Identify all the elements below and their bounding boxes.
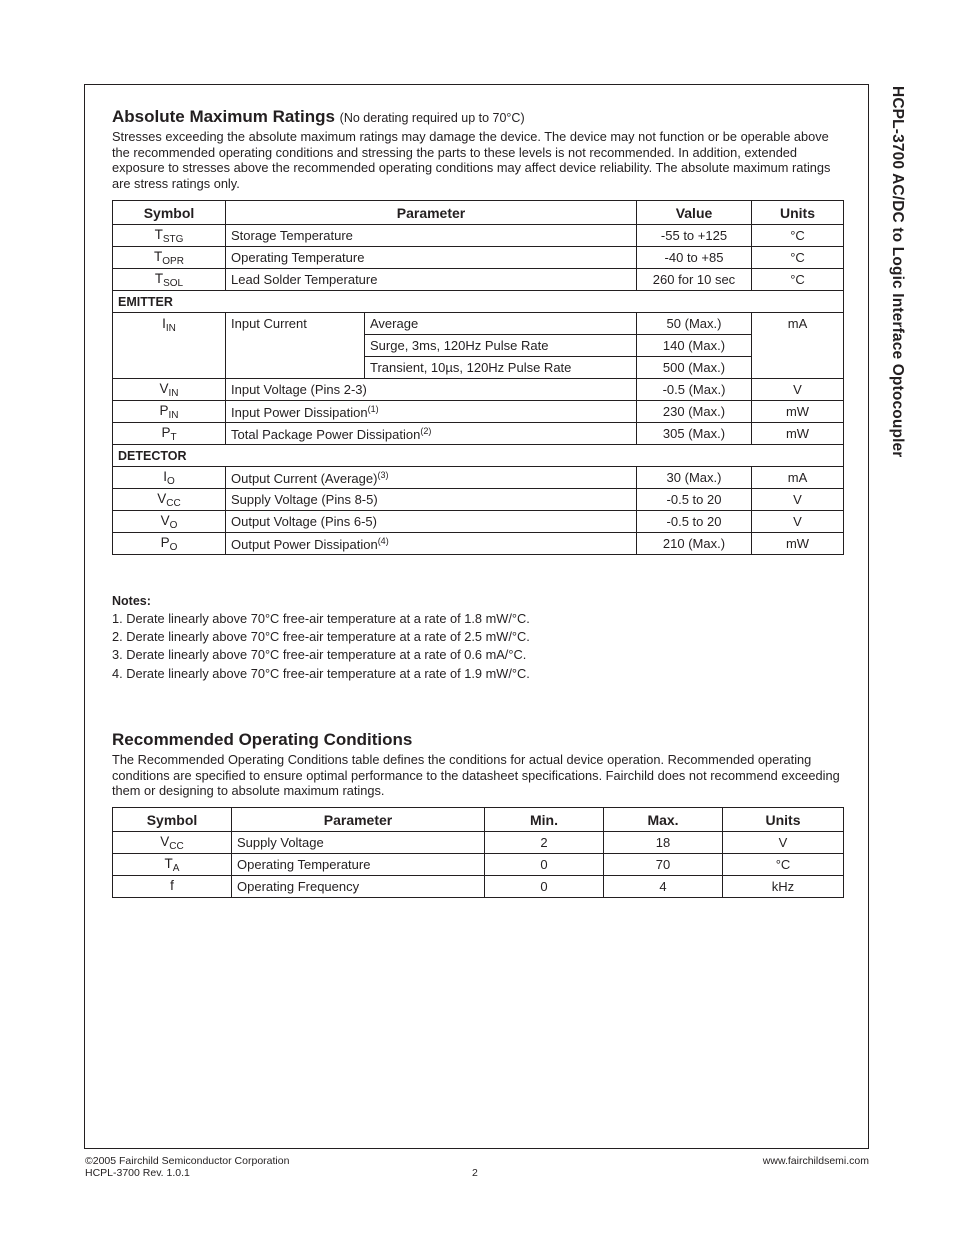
header-parameter: Parameter: [226, 201, 637, 225]
footer-website: www.fairchildsemi.com: [762, 1155, 869, 1167]
emitter-label: EMITTER: [113, 291, 844, 313]
parameter-cell: Operating Temperature: [226, 247, 637, 269]
value-cell: 260 for 10 sec: [637, 269, 752, 291]
header-min: Min.: [485, 808, 604, 832]
table-row: [113, 489, 844, 511]
symbol-cell: $V_{IN}$: [113, 379, 226, 401]
parameter-cell: Input Voltage (Pins 2-3): [226, 379, 637, 401]
symbol-cell: f: [113, 876, 232, 898]
symbol-cell: $V_O$: [113, 511, 226, 533]
table-row: [113, 269, 844, 291]
footer-revision: HCPL-3700 Rev. 1.0.1: [85, 1167, 190, 1179]
value-cell: 30 (Max.): [637, 467, 752, 489]
units-cell: mW: [752, 423, 844, 445]
symbol-cell: $I_{IN}$: [113, 313, 226, 379]
value-cell: -0.5 (Max.): [637, 379, 752, 401]
parameter-cell: Output Power Dissipation$^{(4)}$: [226, 533, 637, 555]
units-cell: mW: [752, 533, 844, 555]
units-cell: °C: [752, 269, 844, 291]
footer-copyright: ©2005 Fairchild Semiconductor Corporation: [85, 1155, 290, 1167]
max-cell: 4: [604, 876, 723, 898]
units-cell: V: [752, 511, 844, 533]
value-cell: 305 (Max.): [637, 423, 752, 445]
table-row: [113, 313, 844, 335]
symbol-cell: $P_T$: [113, 423, 226, 445]
detector-label: DETECTOR: [113, 445, 844, 467]
header-symbol: Symbol: [113, 201, 226, 225]
units-cell: kHz: [723, 876, 844, 898]
header-symbol: Symbol: [113, 808, 232, 832]
units-cell: V: [752, 379, 844, 401]
table-row: [113, 467, 844, 489]
max-cell: 70: [604, 854, 723, 876]
value-cell: -55 to +125: [637, 225, 752, 247]
abs-max-title: Absolute Maximum Ratings: [112, 107, 335, 126]
symbol-cell: $T_A$: [113, 854, 232, 876]
value-cell: -0.5 to 20: [637, 511, 752, 533]
table-row: [113, 832, 844, 854]
notes-title: Notes:: [112, 594, 151, 608]
value-cell: 50 (Max.): [637, 313, 752, 335]
value-cell: 140 (Max.): [637, 335, 752, 357]
value-cell: 230 (Max.): [637, 401, 752, 423]
parameter-cell: Input Power Dissipation$^{(1)}$: [226, 401, 637, 423]
min-cell: 0: [485, 876, 604, 898]
condition-cell: Average: [365, 313, 637, 335]
value-cell: -40 to +85: [637, 247, 752, 269]
parameter-cell: Operating Temperature: [232, 854, 485, 876]
units-cell: °C: [752, 225, 844, 247]
notes-section: [112, 594, 812, 683]
table-row: [113, 379, 844, 401]
symbol-cell: $T_{STG}$: [113, 225, 226, 247]
abs-max-table: [112, 200, 844, 555]
table-row: [113, 225, 844, 247]
min-cell: 2: [485, 832, 604, 854]
units-cell: mA: [752, 467, 844, 489]
abs-max-heading: [112, 107, 844, 127]
units-cell: mW: [752, 401, 844, 423]
rec-op-table-wrap: [112, 807, 844, 898]
table-row: [113, 423, 844, 445]
footer-page-number: 2: [472, 1167, 478, 1179]
header-units: Units: [752, 201, 844, 225]
header-units: Units: [723, 808, 844, 832]
table-header-row: [113, 201, 844, 225]
rec-op-title: Recommended Operating Conditions: [112, 730, 413, 749]
parameter-cell: Supply Voltage: [232, 832, 485, 854]
symbol-cell: $T_{SOL}$: [113, 269, 226, 291]
footer-left: [85, 1155, 289, 1179]
table-row: [113, 247, 844, 269]
parameter-cell: Output Voltage (Pins 6-5): [226, 511, 637, 533]
table-row: [113, 854, 844, 876]
parameter-cell: Output Current (Average)$^{(3)}$: [226, 467, 637, 489]
emitter-group-row: [113, 291, 844, 313]
table-row: [113, 401, 844, 423]
condition-cell: Surge, 3ms, 120Hz Pulse Rate: [365, 335, 637, 357]
symbol-cell: $V_{CC}$: [113, 489, 226, 511]
condition-cell: Transient, 10µs, 120Hz Pulse Rate: [365, 357, 637, 379]
symbol-cell: $T_{OPR}$: [113, 247, 226, 269]
note-item: 3. Derate linearly above 70°C free-air temperature at a rate of 0.6 mA/°C.: [112, 647, 527, 663]
header-parameter: Parameter: [232, 808, 485, 832]
parameter-cell: Operating Frequency: [232, 876, 485, 898]
abs-max-subtitle: (No derating required up to 70°C): [339, 111, 525, 125]
rec-op-table: [112, 807, 844, 898]
parameter-cell: Supply Voltage (Pins 8-5): [226, 489, 637, 511]
min-cell: 0: [485, 854, 604, 876]
parameter-cell: Lead Solder Temperature: [226, 269, 637, 291]
note-item: 1. Derate linearly above 70°C free-air temperature at a rate of 1.8 mW/°C.: [112, 611, 530, 626]
table-row: [113, 511, 844, 533]
parameter-cell: Input Current: [226, 313, 365, 379]
symbol-cell: $P_O$: [113, 533, 226, 555]
table-row: [113, 533, 844, 555]
detector-group-row: [113, 445, 844, 467]
table-row: [113, 876, 844, 898]
side-title-text: HCPL-3700 AC/DC to Logic Interface Optocoupler: [889, 86, 906, 458]
value-cell: -0.5 to 20: [637, 489, 752, 511]
symbol-cell: $I_O$: [113, 467, 226, 489]
parameter-cell: Total Package Power Dissipation$^{(2)}$: [226, 423, 637, 445]
note-item: 4. Derate linearly above 70°C free-air temperature at a rate of 1.9 mW/°C.: [112, 665, 530, 681]
units-cell: V: [723, 832, 844, 854]
value-cell: 500 (Max.): [637, 357, 752, 379]
symbol-cell: $V_{CC}$: [113, 832, 232, 854]
parameter-cell: Storage Temperature: [226, 225, 637, 247]
symbol-cell: $P_{IN}$: [113, 401, 226, 423]
note-item: 2. Derate linearly above 70°C free-air temperature at a rate of 2.5 mW/°C.: [112, 629, 530, 645]
abs-max-description: Stresses exceeding the absolute maximum ratings may damage the device. The device may not function or be operable above the recommended operating conditions and stressing the parts to these levels is not recommended. In addition, extended exposure to stresses above the recommended operating conditions may affect device reliability. The absolute maximum ratings are stress ratings only.: [112, 129, 831, 191]
header-max: Max.: [604, 808, 723, 832]
abs-max-section: [112, 107, 844, 191]
units-cell: °C: [752, 247, 844, 269]
units-cell: mA: [752, 313, 844, 379]
units-cell: V: [752, 489, 844, 511]
units-cell: °C: [723, 854, 844, 876]
side-title: [888, 86, 908, 546]
table-header-row: [113, 808, 844, 832]
rec-op-description: The Recommended Operating Conditions table defines the conditions for actual device operation. Recommended operating conditions are specified to ensure optimal performance to the datasheet specifications. Fairchild does not recommend exceeding them or designing to absolute maximum ratings.: [112, 752, 840, 798]
max-cell: 18: [604, 832, 723, 854]
value-cell: 210 (Max.): [637, 533, 752, 555]
header-value: Value: [637, 201, 752, 225]
rec-op-section: [112, 730, 844, 799]
abs-max-table-wrap: [112, 200, 844, 555]
